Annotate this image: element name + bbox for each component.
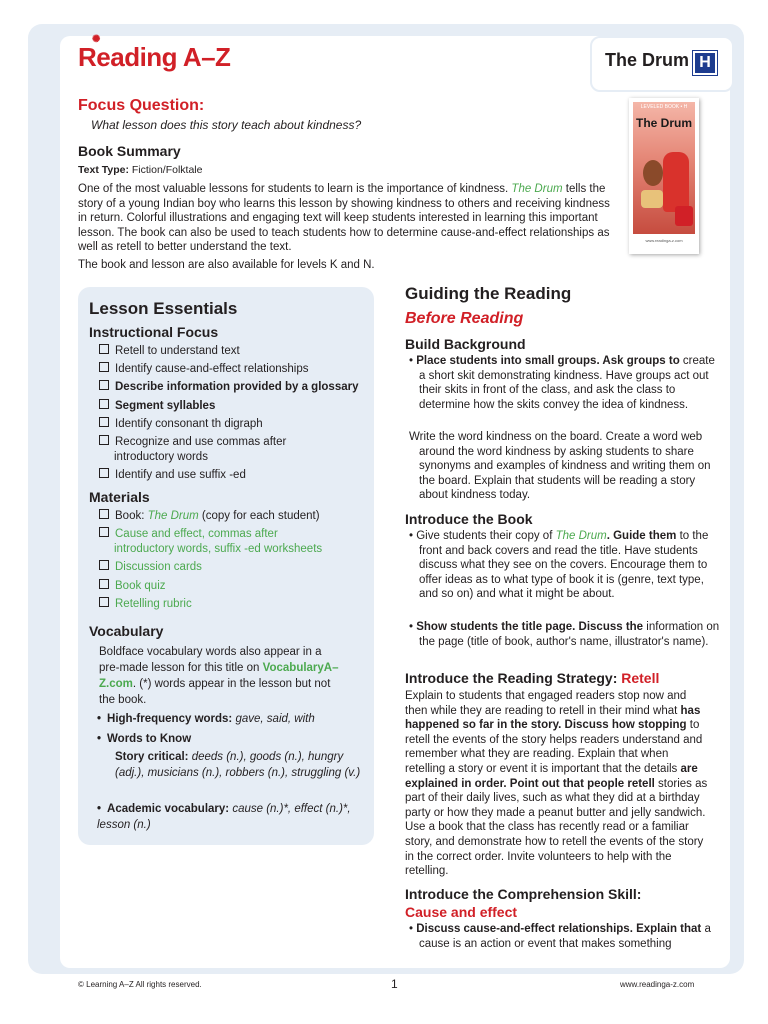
checkbox-icon <box>99 579 109 589</box>
material-item[interactable]: Book quiz <box>99 579 369 594</box>
material-item[interactable]: Discussion cards <box>99 560 369 575</box>
introduce-book-heading: Introduce the Book <box>405 511 533 527</box>
summary-paragraph: One of the most valuable lessons for students to learn is the importance of kindness. The Drum tells the story of a young Indian boy who learns this lesson by showing kindness to others and receiving kindness in return. Colorful illustrations and engaging text will keep students interested in learning this important lesson. The book can also be used to teach students how to determine cause-and-effect relationships as well as retell to better understand the text. <box>78 183 610 254</box>
comprehension-skill-heading: Introduce the Comprehension Skill: <box>405 886 642 902</box>
cover-footer: www.readinga-z.com <box>645 238 683 243</box>
strategy-paragraph: Explain to students that engaged readers stop now and then while they are reading to retell in their mind what has happened so far in the story. Discuss how stopping to retell the events of the story helps readers understand and remember what they are reading. Explain that when retelling a story or event it is important that the details are explained in order. Point out that people retell stories as part of their daily lives, such as what they did at a birthday party or how they made a peanut butter and jelly sandwich. Use a book that the class has recently read or a familiar story, and demonstrate how to retell the events of the story in the correct order. Invite volunteers to help with the retelling. <box>405 690 708 878</box>
bullet-paragraph: • Show students the title page. Discuss the information on the page (title of book, author's name, illustrator's name). <box>409 621 720 648</box>
copyright: © Learning A–Z All rights reserved. <box>78 980 202 989</box>
level-badge: H <box>693 51 717 75</box>
focus-item: Recognize and use commas after introductory words <box>99 435 369 465</box>
vocab-intro: Boldface vocabulary words also appear in a pre-made lesson for this title on VocabularyA–Z.com. (*) words appear in the lesson but not the book. <box>99 646 339 706</box>
focus-question: What lesson does this story teach about kindness? <box>91 118 362 132</box>
essentials-heading: Lesson Essentials <box>89 299 238 318</box>
book-cover <box>629 98 699 254</box>
bullet-paragraph: • Give students their copy of The Drum. Guide them to the front and back covers and read the title. Have students discuss what they see on the covers. Encourage them to offer ideas as to what type of book it is (genre, text type, and so on) and what it might be about. <box>409 530 709 601</box>
checkbox-icon <box>99 417 109 427</box>
text-type: Text Type: Fiction/Folktale <box>78 164 203 176</box>
checkbox-icon <box>99 468 109 478</box>
focus-item: Identify and use suffix -ed <box>99 468 369 483</box>
focus-item: Segment syllables <box>99 399 369 414</box>
checkbox-icon <box>99 527 109 537</box>
checkbox-icon <box>99 399 109 409</box>
focus-heading: Focus Question: <box>78 97 205 114</box>
bullet-paragraph: • Discuss cause-and-effect relationships. Explain that a cause is an action or event that makes something <box>409 923 711 950</box>
words-to-know: • Words to Know <box>97 733 192 745</box>
high-frequency-words: • High-frequency words: gave, said, with <box>97 713 315 725</box>
summary-heading: Book Summary <box>78 143 181 159</box>
material-item[interactable]: Cause and effect, commas after introductory words, suffix -ed worksheets <box>99 527 369 557</box>
academic-vocabulary: • Academic vocabulary: cause (n.)*, effect (n.)*, lesson (n.) <box>97 803 351 831</box>
checkbox-icon <box>99 362 109 372</box>
footer-url[interactable]: www.readinga-z.com <box>620 980 695 989</box>
reading-az-logo: ✺ Reading A–Z <box>78 34 231 72</box>
story-critical: Story critical: deeds (n.), goods (n.), hungry (adj.), musicians (n.), robbers (n.), struggling (v.) <box>115 751 361 779</box>
cover-series: LEVELED BOOK • H <box>640 104 688 110</box>
checkbox-icon <box>99 435 109 445</box>
materials-heading: Materials <box>89 489 150 505</box>
vocabulary-link[interactable]: VocabularyA–Z.com <box>99 662 339 690</box>
drum-icon <box>641 190 663 208</box>
focus-item: Identify cause-and-effect relationships <box>99 362 369 377</box>
page-number: 1 <box>391 977 398 991</box>
focus-item: Identify consonant th digraph <box>99 417 369 432</box>
instructional-focus-heading: Instructional Focus <box>89 324 219 340</box>
checkbox-icon <box>99 380 109 390</box>
book-title: The Drum <box>605 50 690 70</box>
cover-title: The Drum <box>635 116 692 130</box>
cover-illustration <box>633 102 695 234</box>
bullet-paragraph: Write the word kindness on the board. Create a word web around the word kindness by asking students to share synonyms and examples of kindness and writing them on the board. Explain that students will be reading a story about kindness today. <box>409 431 711 502</box>
checkbox-icon <box>99 597 109 607</box>
checkbox-icon <box>99 560 109 570</box>
book-title-link[interactable]: The Drum <box>555 530 607 542</box>
book-title-link[interactable]: The Drum <box>511 183 563 195</box>
focus-item: Retell to understand text <box>99 344 369 359</box>
bullet-paragraph: • Place students into small groups. Ask groups to create a short skit demonstrating kindness. Have groups act out their skits in front of the class, and ask the class to determine how the skits convey the idea of kindness. <box>409 355 715 411</box>
comprehension-skill-name: Cause and effect <box>405 904 518 920</box>
guiding-heading: Guiding the Reading <box>405 284 572 303</box>
vocabulary-heading: Vocabulary <box>89 623 164 639</box>
cover-badge <box>675 206 693 226</box>
before-reading-heading: Before Reading <box>405 310 524 327</box>
checkbox-icon <box>99 344 109 354</box>
reading-strategy-heading: Introduce the Reading Strategy: Retell <box>405 670 660 686</box>
focus-item: Describe information provided by a glossary <box>99 380 369 395</box>
checkbox-icon <box>99 509 109 519</box>
material-item[interactable]: Retelling rubric <box>99 597 369 612</box>
boy-figure <box>643 160 663 186</box>
sun-icon: ✺ <box>92 34 102 45</box>
summary-availability: The book and lesson are also available for levels K and N. <box>78 259 375 271</box>
material-item: Book: The Drum (copy for each student) <box>99 509 369 524</box>
build-background-heading: Build Background <box>405 336 526 352</box>
book-link[interactable]: The Drum <box>147 510 199 522</box>
woman-figure <box>663 152 689 212</box>
